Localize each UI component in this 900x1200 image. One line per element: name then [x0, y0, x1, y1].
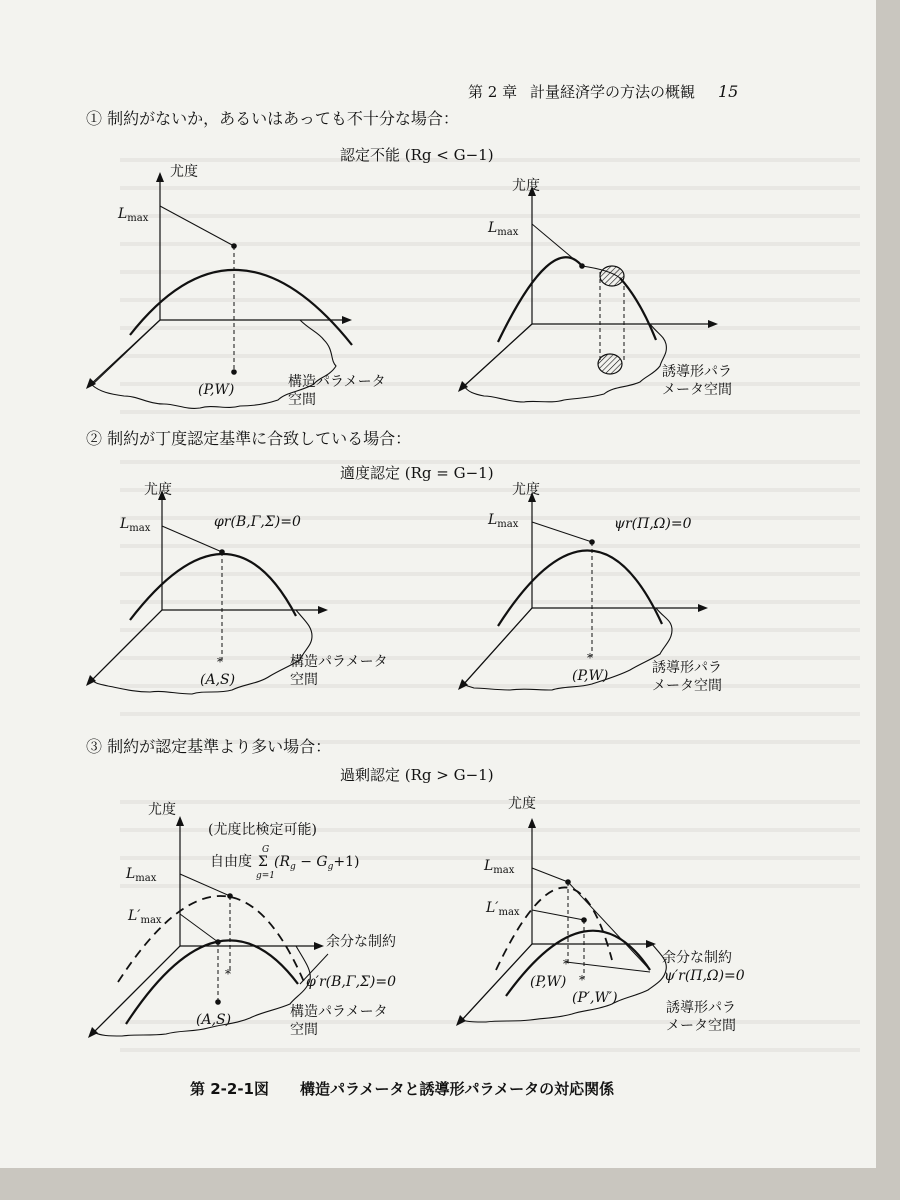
section-3-condition: 過剰認定 (Rg > G−1): [340, 766, 494, 784]
s1l-space-label-1: 構造パラメータ: [288, 374, 386, 390]
s3l-star: *: [225, 967, 231, 981]
s2r-point-label: (P,W): [572, 668, 609, 684]
s2r-space-label-1: 誘導形パラ: [652, 660, 722, 676]
s2l-y-label: 尤度: [144, 482, 172, 498]
s3l-dof-sigma: Σ: [258, 854, 268, 870]
s1r-space-label-1: 誘導形パラ: [662, 364, 732, 380]
s1l-lmax-label: $L_{max}$: [118, 206, 149, 224]
section-1-condition: 認定不能 (Rg < G−1): [340, 146, 494, 164]
s3l-equation: φ′r(B,Γ,Σ)=0: [306, 974, 397, 990]
s3l-base-point: [215, 999, 221, 1005]
s3l-dof-label: 自由度: [210, 854, 252, 870]
section-1-heading: ① 制約がないか，あるいはあっても不十分な場合：: [86, 109, 459, 128]
s2r-equation: ψr(Π,Ω)=0: [614, 516, 692, 532]
s1r-base-region: [598, 354, 622, 374]
s3l-dof-expr: $(R_g - G_g+1)$: [274, 854, 360, 872]
s2l-space-label-1: 構造パラメータ: [290, 654, 388, 670]
s3r-point-label: (P,W): [530, 974, 567, 990]
s3l-lmax-label: $L_{max}$: [126, 866, 157, 884]
s1l-y-label: 尤度: [170, 164, 198, 180]
s3l-y-label: 尤度: [148, 802, 176, 818]
s3r-equation: ψ′r(Π,Ω)=0: [664, 968, 745, 984]
s3l-note: (尤度比検定可能): [208, 822, 317, 838]
s3r-y-label: 尤度: [508, 796, 536, 812]
s2l-point-label: (A,S): [200, 672, 236, 688]
s3l-lmax-prime-label: $L'_{max}$: [128, 908, 162, 926]
s2r-y-label: 尤度: [512, 482, 540, 498]
s1r-lmax-label: $L_{max}$: [488, 220, 519, 238]
figure-label: 第 2-2-1図: [190, 1080, 269, 1098]
s2l-space-label-2: 空間: [290, 672, 318, 688]
s3r-lmax-prime-label: $L'_{max}$: [486, 900, 520, 918]
s3l-dof-sub: g=1: [256, 871, 276, 881]
s1r-peak-point: [579, 263, 585, 269]
s3r-space-label-1: 誘導形パラ: [666, 1000, 736, 1016]
s3r-extra-label: 余分な制約: [662, 950, 732, 966]
s3r-star-1: *: [563, 957, 569, 971]
s3l-space-label-2: 空間: [290, 1022, 318, 1038]
section-3-heading: ③ 制約が認定基準より多い場合：: [86, 737, 332, 756]
page-number: 15: [718, 82, 739, 101]
s2r-lmax-label: $L_{max}$: [488, 512, 519, 530]
figure-caption: 構造パラメータと誘導形パラメータの対応関係: [300, 1080, 615, 1098]
s2l-lmax-label: $L_{max}$: [120, 516, 151, 534]
s1r-space-label-2: メータ空間: [662, 382, 732, 398]
s1r-y-label: 尤度: [512, 178, 540, 194]
s2r-star: *: [587, 651, 593, 665]
s3l-extra-label: 余分な制約: [326, 934, 396, 950]
s1l-base-point: [231, 369, 237, 375]
s1r-ridge-region: [600, 266, 624, 286]
s3r-space-label-2: メータ空間: [666, 1018, 736, 1034]
chapter-number: 第 2 章: [468, 83, 518, 101]
s2l-star: *: [217, 655, 223, 669]
s3r-star-2: *: [579, 973, 585, 987]
s3r-point-prime-label: (P′,W′): [572, 990, 618, 1006]
s3l-point-label: (A,S): [196, 1012, 232, 1028]
s3l-space-label-1: 構造パラメータ: [290, 1004, 388, 1020]
s2r-space-label-2: メータ空間: [652, 678, 722, 694]
s1l-point-label: (P,W): [198, 382, 235, 398]
s1l-space-label-2: 空間: [288, 392, 316, 408]
s2l-equation: φr(B,Γ,Σ)=0: [214, 514, 301, 530]
section-2-condition: 適度認定 (Rg = G−1): [340, 464, 494, 482]
section-2-heading: ② 制約が丁度認定基準に合致している場合：: [86, 429, 412, 448]
s3l-dof-sup: G: [262, 845, 270, 855]
chapter-title: 計量経済学の方法の概観: [530, 83, 696, 101]
s3r-lmax-label: $L_{max}$: [484, 858, 515, 876]
